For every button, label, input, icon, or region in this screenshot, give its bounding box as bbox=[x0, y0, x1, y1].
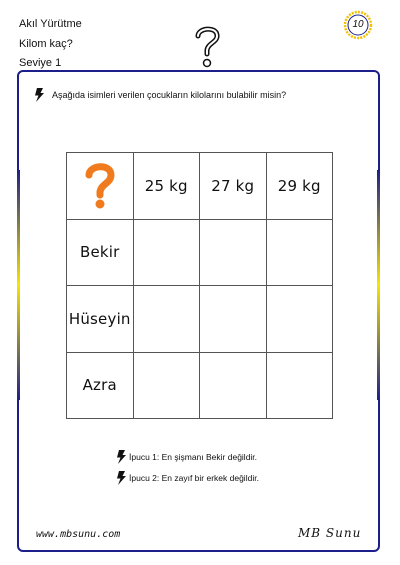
grid-row bbox=[67, 352, 333, 419]
website-link[interactable]: www.mbsunu.com bbox=[36, 529, 121, 540]
grid-answer-cell[interactable] bbox=[266, 352, 333, 419]
lightning-icon bbox=[116, 471, 128, 485]
grid-corner-cell bbox=[67, 153, 134, 220]
question-mark-outline-icon bbox=[190, 24, 224, 70]
grid-column-header: 27 kg bbox=[200, 153, 267, 220]
grid-column-header: 25 kg bbox=[133, 153, 200, 220]
grid-answer-cell[interactable] bbox=[200, 219, 267, 286]
grid-header-row bbox=[67, 153, 333, 220]
grid-answer-cell[interactable] bbox=[133, 286, 200, 353]
worksheet-level: Seviye 1 bbox=[19, 57, 62, 69]
hint-2: İpucu 2: En zayıf bir erkek değildir. bbox=[129, 473, 259, 483]
grid-row-header: Hüseyin bbox=[67, 286, 134, 353]
lightning-icon bbox=[34, 88, 46, 102]
grid-answer-cell[interactable] bbox=[133, 219, 200, 286]
grid-answer-cell[interactable] bbox=[266, 219, 333, 286]
hint-1: İpucu 1: En şişmanı Bekir değildir. bbox=[129, 452, 258, 462]
grid-answer-cell[interactable] bbox=[200, 352, 267, 419]
orange-question-mark-icon bbox=[83, 162, 117, 210]
grid-row bbox=[67, 286, 333, 353]
grid-column-header: 29 kg bbox=[266, 153, 333, 220]
grid-row bbox=[67, 219, 333, 286]
grid-answer-cell[interactable] bbox=[200, 286, 267, 353]
author-signature: MB Sunu bbox=[298, 526, 362, 540]
frame-highlight-left bbox=[17, 170, 20, 400]
logic-grid bbox=[66, 152, 333, 419]
lightning-icon bbox=[116, 450, 128, 464]
worksheet-category: Akıl Yürütme bbox=[19, 18, 82, 30]
page-number: 10 bbox=[352, 19, 364, 30]
worksheet-title: Kilom kaç? bbox=[19, 38, 73, 50]
frame-highlight-right bbox=[377, 170, 380, 400]
grid-answer-cell[interactable] bbox=[133, 352, 200, 419]
instruction-text: Aşağıda isimleri verilen çocukların kilolarını bulabilir misin? bbox=[52, 90, 287, 100]
grid-row-header: Azra bbox=[67, 352, 134, 419]
grid-row-header: Bekir bbox=[67, 219, 134, 286]
grid-answer-cell[interactable] bbox=[266, 286, 333, 353]
